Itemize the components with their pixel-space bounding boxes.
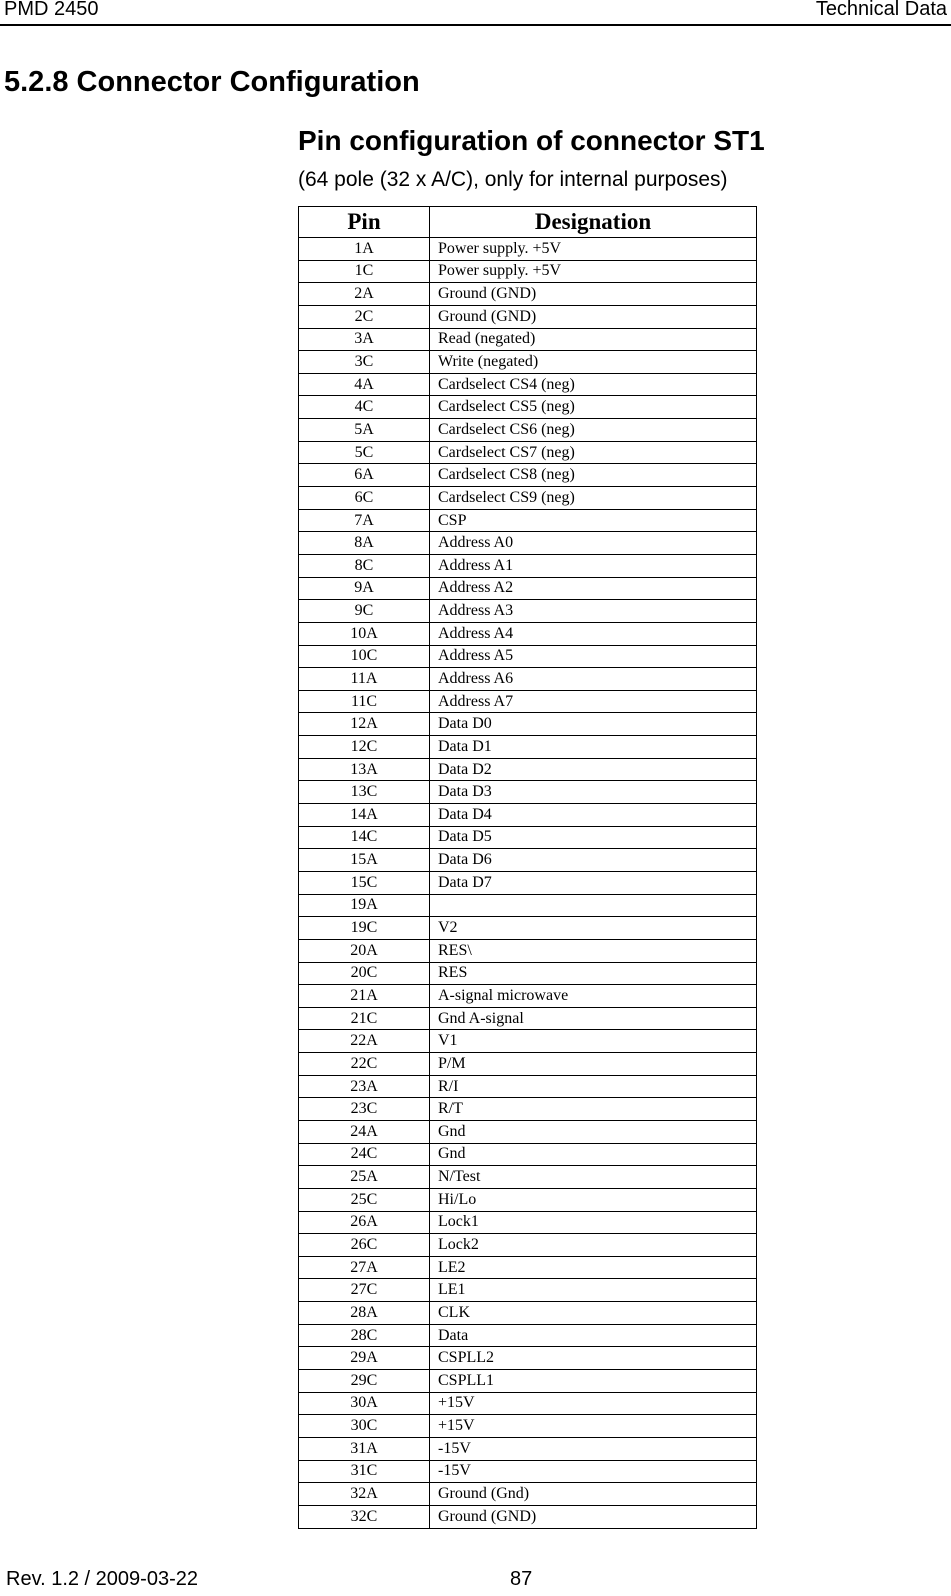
table-row bbox=[299, 894, 757, 917]
pin-cell: 20C bbox=[299, 962, 430, 985]
designation-cell: -15V bbox=[430, 1460, 757, 1483]
pin-cell: 4A bbox=[299, 373, 430, 396]
pin-cell: 1A bbox=[299, 238, 430, 261]
table-row bbox=[299, 1302, 757, 1325]
table-row bbox=[299, 917, 757, 940]
table-row bbox=[299, 871, 757, 894]
pin-cell: 11A bbox=[299, 668, 430, 691]
designation-cell: CSP bbox=[430, 509, 757, 532]
designation-cell: Address A3 bbox=[430, 600, 757, 623]
table-row bbox=[299, 645, 757, 668]
table-title: Pin configuration of connector ST1 bbox=[298, 125, 765, 156]
table-row bbox=[299, 622, 757, 645]
designation-cell: +15V bbox=[430, 1415, 757, 1438]
table-row bbox=[299, 532, 757, 555]
pin-cell: 23C bbox=[299, 1098, 430, 1121]
pin-cell: 11C bbox=[299, 690, 430, 713]
designation-cell: Lock2 bbox=[430, 1234, 757, 1257]
pin-cell: 28A bbox=[299, 1302, 430, 1325]
table-row bbox=[299, 373, 757, 396]
table-row bbox=[299, 1392, 757, 1415]
pin-cell: 15C bbox=[299, 871, 430, 894]
table-row bbox=[299, 1415, 757, 1438]
designation-cell: +15V bbox=[430, 1392, 757, 1415]
table-row bbox=[299, 1347, 757, 1370]
pin-cell: 28C bbox=[299, 1324, 430, 1347]
pin-cell: 9A bbox=[299, 577, 430, 600]
designation-cell: CSPLL2 bbox=[430, 1347, 757, 1370]
table-row bbox=[299, 1256, 757, 1279]
table-row bbox=[299, 1188, 757, 1211]
table-row bbox=[299, 554, 757, 577]
table-row bbox=[299, 600, 757, 623]
designation-cell: LE2 bbox=[430, 1256, 757, 1279]
section-title: 5.2.8 Connector Configuration bbox=[4, 66, 420, 98]
table-row bbox=[299, 441, 757, 464]
table-subtitle: (64 pole (32 x A/C), only for internal purposes) bbox=[298, 168, 728, 191]
table-row bbox=[299, 1437, 757, 1460]
footer-revision: Rev. 1.2 / 2009-03-22 bbox=[6, 1568, 198, 1590]
designation-cell: Ground (GND) bbox=[430, 305, 757, 328]
column-header-pin: Pin bbox=[299, 207, 430, 238]
designation-cell: Data D7 bbox=[430, 871, 757, 894]
pin-cell: 8A bbox=[299, 532, 430, 555]
designation-cell: Power supply. +5V bbox=[430, 238, 757, 261]
designation-cell: RES\ bbox=[430, 939, 757, 962]
designation-cell: Data D2 bbox=[430, 758, 757, 781]
pin-cell: 4C bbox=[299, 396, 430, 419]
pin-cell: 29C bbox=[299, 1370, 430, 1393]
pin-cell: 1C bbox=[299, 260, 430, 283]
designation-cell: Cardselect CS6 (neg) bbox=[430, 419, 757, 442]
designation-cell: RES bbox=[430, 962, 757, 985]
pin-cell: 24A bbox=[299, 1120, 430, 1143]
designation-cell: Data D0 bbox=[430, 713, 757, 736]
header-divider bbox=[0, 24, 951, 26]
table-row bbox=[299, 939, 757, 962]
designation-cell: Data D5 bbox=[430, 826, 757, 849]
pin-cell: 25A bbox=[299, 1166, 430, 1189]
pin-cell: 9C bbox=[299, 600, 430, 623]
designation-cell: Write (negated) bbox=[430, 351, 757, 374]
pin-cell: 14A bbox=[299, 804, 430, 827]
designation-cell: Cardselect CS7 (neg) bbox=[430, 441, 757, 464]
table-row bbox=[299, 305, 757, 328]
designation-cell: Data D6 bbox=[430, 849, 757, 872]
designation-cell: Gnd bbox=[430, 1143, 757, 1166]
pin-cell: 5C bbox=[299, 441, 430, 464]
designation-cell: Address A7 bbox=[430, 690, 757, 713]
designation-cell: Lock1 bbox=[430, 1211, 757, 1234]
pin-cell: 14C bbox=[299, 826, 430, 849]
table-row bbox=[299, 1166, 757, 1189]
pin-cell: 12A bbox=[299, 713, 430, 736]
table-row bbox=[299, 826, 757, 849]
pin-cell: 23A bbox=[299, 1075, 430, 1098]
designation-cell: V1 bbox=[430, 1030, 757, 1053]
pin-cell: 10C bbox=[299, 645, 430, 668]
pin-cell: 3C bbox=[299, 351, 430, 374]
designation-cell: Data D3 bbox=[430, 781, 757, 804]
table-row bbox=[299, 1143, 757, 1166]
pin-cell: 5A bbox=[299, 419, 430, 442]
designation-cell: Address A1 bbox=[430, 554, 757, 577]
designation-cell: R/T bbox=[430, 1098, 757, 1121]
table-row bbox=[299, 985, 757, 1008]
table-row bbox=[299, 487, 757, 510]
designation-cell: Ground (GND) bbox=[430, 283, 757, 306]
pin-cell: 12C bbox=[299, 736, 430, 759]
table-row bbox=[299, 509, 757, 532]
table-row bbox=[299, 849, 757, 872]
table-row bbox=[299, 1460, 757, 1483]
designation-cell: Ground (GND) bbox=[430, 1505, 757, 1528]
table-row bbox=[299, 1075, 757, 1098]
table-row bbox=[299, 238, 757, 261]
pin-cell: 27C bbox=[299, 1279, 430, 1302]
pin-cell: 6A bbox=[299, 464, 430, 487]
pin-cell: 19C bbox=[299, 917, 430, 940]
designation-cell: Cardselect CS8 (neg) bbox=[430, 464, 757, 487]
designation-cell: Address A5 bbox=[430, 645, 757, 668]
pin-cell: 6C bbox=[299, 487, 430, 510]
designation-cell: Data D4 bbox=[430, 804, 757, 827]
table-row bbox=[299, 962, 757, 985]
header-section-name: Technical Data bbox=[815, 0, 947, 20]
pin-cell: 30A bbox=[299, 1392, 430, 1415]
designation-cell: Address A6 bbox=[430, 668, 757, 691]
table-row bbox=[299, 1007, 757, 1030]
table-row bbox=[299, 758, 757, 781]
pin-cell: 31C bbox=[299, 1460, 430, 1483]
table-row bbox=[299, 464, 757, 487]
designation-cell: Cardselect CS4 (neg) bbox=[430, 373, 757, 396]
designation-cell: Power supply. +5V bbox=[430, 260, 757, 283]
table-row bbox=[299, 1483, 757, 1506]
table-row bbox=[299, 328, 757, 351]
designation-cell: Read (negated) bbox=[430, 328, 757, 351]
designation-cell: -15V bbox=[430, 1437, 757, 1460]
pin-cell: 25C bbox=[299, 1188, 430, 1211]
designation-cell: N/Test bbox=[430, 1166, 757, 1189]
pin-cell: 22C bbox=[299, 1053, 430, 1076]
table-row bbox=[299, 668, 757, 691]
header-doc-title: PMD 2450 bbox=[4, 0, 99, 20]
designation-cell: CSPLL1 bbox=[430, 1370, 757, 1393]
table-row bbox=[299, 1053, 757, 1076]
pin-cell: 15A bbox=[299, 849, 430, 872]
pin-cell: 20A bbox=[299, 939, 430, 962]
pin-cell: 13C bbox=[299, 781, 430, 804]
pin-cell: 21A bbox=[299, 985, 430, 1008]
pin-cell: 31A bbox=[299, 1437, 430, 1460]
table-row bbox=[299, 713, 757, 736]
pin-cell: 26C bbox=[299, 1234, 430, 1257]
designation-cell: Data D1 bbox=[430, 736, 757, 759]
pin-cell: 32A bbox=[299, 1483, 430, 1506]
designation-cell: Cardselect CS9 (neg) bbox=[430, 487, 757, 510]
pin-cell: 22A bbox=[299, 1030, 430, 1053]
table-row bbox=[299, 1211, 757, 1234]
designation-cell: A-signal microwave bbox=[430, 985, 757, 1008]
table-row bbox=[299, 283, 757, 306]
table-row bbox=[299, 736, 757, 759]
pin-configuration-table bbox=[298, 206, 757, 1529]
designation-cell: P/M bbox=[430, 1053, 757, 1076]
table-row bbox=[299, 419, 757, 442]
pin-cell: 21C bbox=[299, 1007, 430, 1030]
table-row bbox=[299, 1370, 757, 1393]
table-row bbox=[299, 351, 757, 374]
designation-cell: Address A0 bbox=[430, 532, 757, 555]
table-row bbox=[299, 1030, 757, 1053]
pin-cell: 24C bbox=[299, 1143, 430, 1166]
designation-cell: LE1 bbox=[430, 1279, 757, 1302]
table-row bbox=[299, 577, 757, 600]
designation-cell: Cardselect CS5 (neg) bbox=[430, 396, 757, 419]
pin-cell: 2C bbox=[299, 305, 430, 328]
pin-cell: 19A bbox=[299, 894, 430, 917]
designation-cell: Gnd bbox=[430, 1120, 757, 1143]
table-row bbox=[299, 1505, 757, 1528]
table-row bbox=[299, 781, 757, 804]
table-header-row bbox=[299, 207, 757, 238]
pin-cell: 3A bbox=[299, 328, 430, 351]
table-row bbox=[299, 260, 757, 283]
pin-cell: 27A bbox=[299, 1256, 430, 1279]
designation-cell: Address A2 bbox=[430, 577, 757, 600]
designation-cell: Data bbox=[430, 1324, 757, 1347]
table-body bbox=[299, 238, 757, 1529]
pin-cell: 8C bbox=[299, 554, 430, 577]
column-header-designation: Designation bbox=[430, 207, 757, 238]
pin-cell: 32C bbox=[299, 1505, 430, 1528]
pin-cell: 2A bbox=[299, 283, 430, 306]
table-row bbox=[299, 1098, 757, 1121]
pin-cell: 7A bbox=[299, 509, 430, 532]
table-row bbox=[299, 1234, 757, 1257]
pin-cell: 13A bbox=[299, 758, 430, 781]
table-row bbox=[299, 690, 757, 713]
table-row bbox=[299, 1279, 757, 1302]
designation-cell: R/I bbox=[430, 1075, 757, 1098]
pin-cell: 26A bbox=[299, 1211, 430, 1234]
designation-cell: V2 bbox=[430, 917, 757, 940]
designation-cell bbox=[430, 894, 757, 917]
pin-cell: 30C bbox=[299, 1415, 430, 1438]
pin-cell: 29A bbox=[299, 1347, 430, 1370]
table-row bbox=[299, 1324, 757, 1347]
designation-cell: Address A4 bbox=[430, 622, 757, 645]
designation-cell: Ground (Gnd) bbox=[430, 1483, 757, 1506]
table-row bbox=[299, 1120, 757, 1143]
pin-cell: 10A bbox=[299, 622, 430, 645]
table-row bbox=[299, 804, 757, 827]
footer-page-number: 87 bbox=[510, 1568, 533, 1590]
designation-cell: Gnd A-signal bbox=[430, 1007, 757, 1030]
designation-cell: CLK bbox=[430, 1302, 757, 1325]
designation-cell: Hi/Lo bbox=[430, 1188, 757, 1211]
table-row bbox=[299, 396, 757, 419]
